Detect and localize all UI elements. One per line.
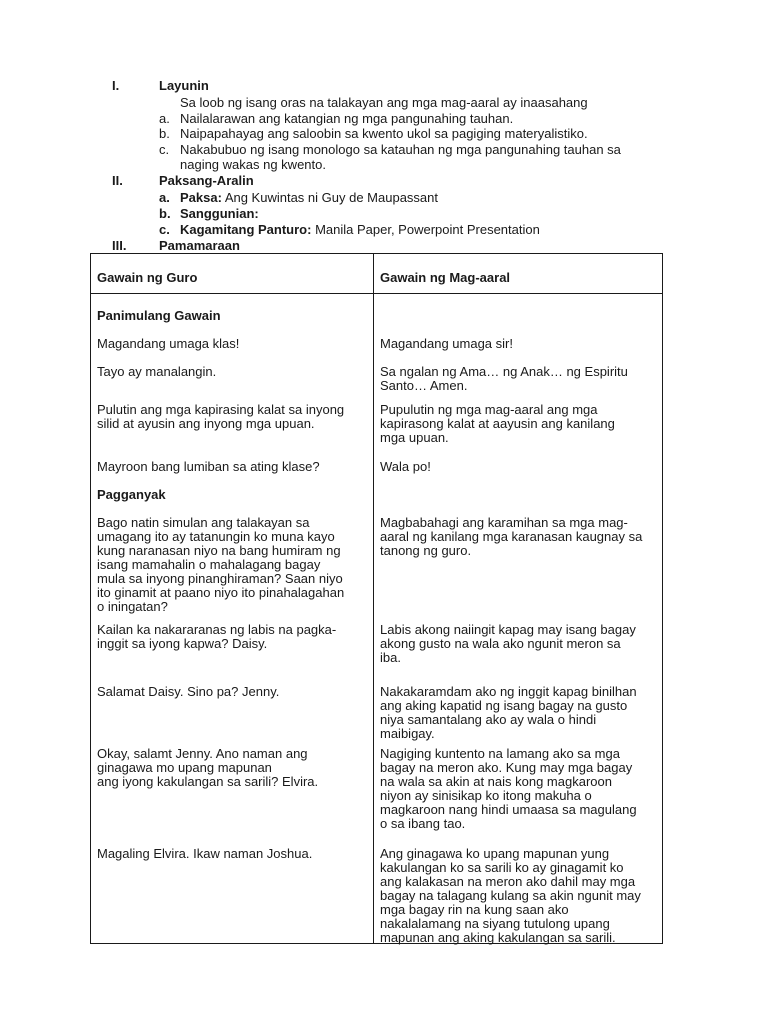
section-numeral: I. bbox=[112, 78, 120, 93]
teacher-entry: Salamat Daisy. Sino pa? Jenny. bbox=[97, 684, 280, 699]
objectives-intro: Sa loob ng isang oras na talakayan ang mga mag-aaral ay inaasahang bbox=[180, 95, 588, 110]
student-entry: Magbabahagi ang karamihan sa mga mag- aaral ng kanilang mga karanasan kaugnay sa tanong ng guro. bbox=[380, 515, 643, 558]
objective-letter: b. bbox=[159, 126, 170, 141]
student-entry: Labis akong naiingit kapag may isang bagay akong gusto na wala ako ngunit meron sa iba. bbox=[380, 622, 636, 665]
objective-item: Nakabubuo ng isang monologo sa katauhan ng mga pangunahing tauhan sa bbox=[180, 142, 621, 157]
student-entry: Wala po! bbox=[380, 459, 431, 474]
objective-item-continued: naging wakas ng kwento. bbox=[180, 157, 326, 172]
topic-item bbox=[180, 222, 540, 237]
student-entry: Nagiging kuntento na lamang ako sa mga bagay na meron ako. Kung may mga bagay na wala sa akin at nais kong magkaroon niyon ay sinisikap ko itong makuha o magkaroon nang hindi umaasa sa magulang o sa ibang tao. bbox=[380, 746, 637, 831]
topic-value: Ang Kuwintas ni Guy de Maupassant bbox=[221, 190, 438, 205]
section-heading: Panimulang Gawain bbox=[97, 308, 221, 323]
header-student-activities: Gawain ng Mag-aaral bbox=[374, 254, 663, 294]
section-numeral: III. bbox=[112, 238, 127, 253]
objective-letter: a. bbox=[159, 111, 170, 126]
student-entry: Pupulutin ng mga mag-aaral ang mga kapirasong kalat at aayusin ang kanilang mga upuan. bbox=[380, 402, 615, 445]
teacher-entries bbox=[97, 294, 367, 943]
table-body-row bbox=[91, 294, 663, 944]
section-title-layunin: Layunin bbox=[159, 78, 209, 93]
section-numeral: II. bbox=[112, 173, 123, 188]
teacher-entry: Tayo ay manalangin. bbox=[97, 364, 217, 379]
table-header-row bbox=[91, 254, 663, 294]
topic-label: Kagamitang Panturo: bbox=[180, 222, 312, 237]
section-title-pamamaraan: Pamamaraan bbox=[159, 238, 240, 253]
topic-letter: c. bbox=[159, 222, 170, 237]
student-entry: Magandang umaga sir! bbox=[380, 336, 513, 351]
teacher-entry: Okay, salamt Jenny. Ano naman ang ginagawa mo upang mapunan ang iyong kakulangan sa sarili? Elvira. bbox=[97, 746, 319, 789]
objective-letter: c. bbox=[159, 142, 170, 157]
objective-item: Nailalarawan ang katangian ng mga pangunahing tauhan. bbox=[180, 111, 514, 126]
teacher-entry: Mayroon bang lumiban sa ating klase? bbox=[97, 459, 320, 474]
teacher-entry: Magaling Elvira. Ikaw naman Joshua. bbox=[97, 846, 313, 861]
teacher-activities-column bbox=[91, 294, 374, 944]
student-entry: Sa ngalan ng Ama… ng Anak… ng Espiritu Santo… Amen. bbox=[380, 364, 628, 393]
topic-item bbox=[180, 206, 259, 221]
topic-label: Paksa: bbox=[180, 190, 222, 205]
student-entry: Ang ginagawa ko upang mapunan yung kakulangan ko sa sarili ko ay ginagamit ko ang kalakasan na meron ako dahil may mga bagay na talagang kulang sa akin ngunit may mga bagay rin na kung saan ako nakalalamang na siyang tutulong upang mapunan ang aking kakulangan sa sarili. bbox=[380, 846, 641, 945]
teacher-entry: Kailan ka nakararanas ng labis na pagka- inggit sa iyong kapwa? Daisy. bbox=[97, 622, 337, 651]
topic-value: Manila Paper, Powerpoint Presentation bbox=[311, 222, 540, 237]
student-entry: Nakakaramdam ako ng inggit kapag binilhan ang aking kapatid ng isang bagay na gusto niya samantalang ako ay wala o hindi maibigay. bbox=[380, 684, 637, 741]
topic-letter: a. bbox=[159, 190, 170, 205]
topic-label: Sanggunian: bbox=[180, 206, 259, 221]
teacher-entry: Magandang umaga klas! bbox=[97, 336, 240, 351]
procedure-table bbox=[90, 253, 663, 944]
section-heading: Pagganyak bbox=[97, 487, 166, 502]
teacher-entry: Pulutin ang mga kapirasing kalat sa inyong silid at ayusin ang inyong mga upuan. bbox=[97, 402, 345, 431]
student-entries bbox=[380, 294, 656, 943]
student-activities-column bbox=[374, 294, 663, 944]
topic-letter: b. bbox=[159, 206, 171, 221]
topic-item bbox=[180, 190, 438, 205]
teacher-entry: Bago natin simulan ang talakayan sa umagang ito ay tatanungin ko muna kayo kung naranasan niyo na bang humiram ng isang mamahalin o mahalagang bagay mula sa inyong pinanghiraman? Saan niyo ito ginamit at paano niyo ito pinahalagahan o iningatan? bbox=[97, 515, 345, 614]
header-teacher-activities: Gawain ng Guro bbox=[91, 254, 374, 294]
section-title-paksang-aralin: Paksang-Aralin bbox=[159, 173, 254, 188]
objective-item: Naipapahayag ang saloobin sa kwento ukol sa pagiging materyalistiko. bbox=[180, 126, 588, 141]
